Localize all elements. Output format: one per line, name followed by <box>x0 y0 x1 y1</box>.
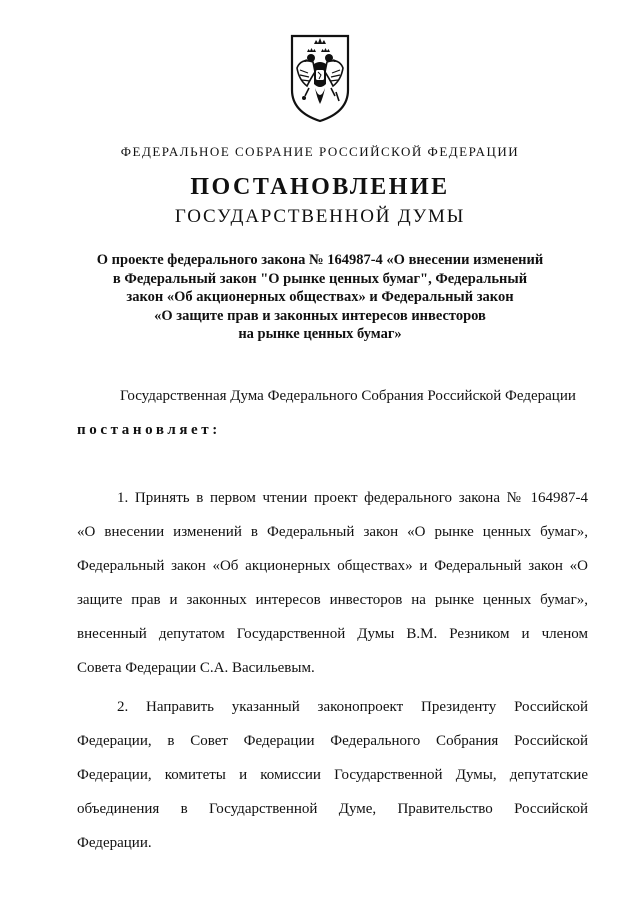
preamble-text: Государственная Дума Федерального Собрания Российской Федерации <box>120 388 576 404</box>
paragraph-2-line: объединения в Государственной Думе, Правительство Российской <box>77 801 588 817</box>
document-subject <box>60 251 580 344</box>
state-emblem-icon <box>287 32 353 124</box>
decree-word: постановляет: <box>77 422 221 438</box>
subject-line: «О защите прав и законных интересов инвесторов <box>154 307 486 324</box>
subject-line: на рынке ценных бумаг» <box>238 326 402 342</box>
paragraph-2-line: Федерации. <box>77 835 152 851</box>
paragraph-1-line: внесенный депутатом Государственной Думы В.М. Резником и членом <box>77 626 588 642</box>
document-type-title: ПОСТАНОВЛЕНИЕ <box>190 174 450 200</box>
issuer-title: ГОСУДАРСТВЕННОЙ ДУМЫ <box>174 206 466 227</box>
subject-line: О проекте федерального закона № 164987-4 «О внесении изменений <box>96 252 544 268</box>
subject-line: закон «Об акционерных обществах» и Федеральный закон <box>126 289 514 305</box>
paragraph-2-line: Федерации, в Совет Федерации Федерального Собрания Российской <box>77 733 588 749</box>
paragraph-1-line: «О внесении изменений в Федеральный закон «О рынке ценных бумаг», <box>77 524 588 540</box>
paragraph-2-line: Федерации, комитеты и комиссии Государственной Думы, депутатские <box>77 767 588 783</box>
paragraph-1-line: Федеральный закон «Об акционерных обществах» и Федеральный закон «О <box>77 558 588 574</box>
parliament-name: ФЕДЕРАЛЬНОЕ СОБРАНИЕ РОССИЙСКОЙ ФЕДЕРАЦИИ <box>120 144 520 159</box>
subject-line: в Федеральный закон "О рынке ценных бумаг", Федеральный <box>112 270 528 287</box>
paragraph-1-line: 1. Принять в первом чтении проект федерального закона № 164987-4 <box>117 490 588 506</box>
paragraph-1-line: Совета Федерации С.А. Васильевым. <box>77 660 315 676</box>
paragraph-1-line: защите прав и законных интересов инвесторов на рынке ценных бумаг», <box>77 592 588 608</box>
paragraph-2-line: 2. Направить указанный законопроект Президенту Российской <box>117 699 588 715</box>
